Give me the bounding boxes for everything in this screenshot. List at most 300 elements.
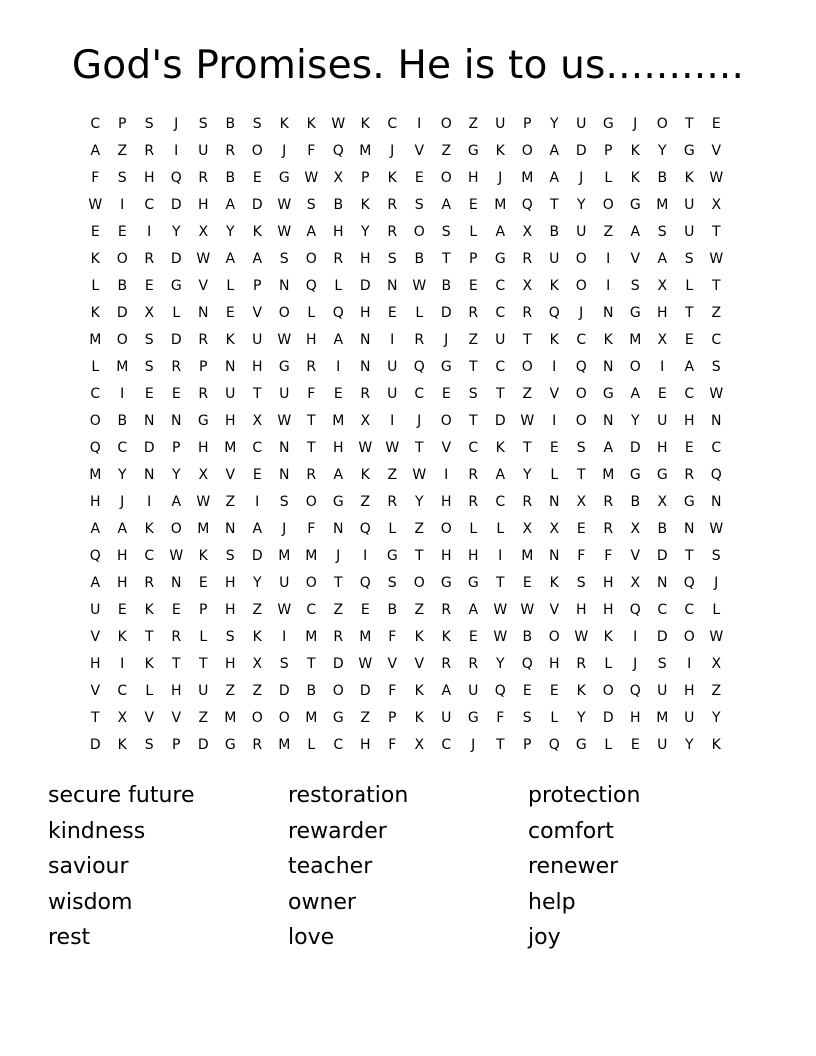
grid-letter: J — [282, 143, 287, 159]
grid-letter: E — [198, 575, 209, 591]
grid-letter: K — [711, 737, 722, 753]
grid-letter: W — [331, 116, 346, 132]
grid-letter: G — [575, 737, 588, 753]
grid-letter: X — [117, 710, 128, 726]
grid-letter: D — [89, 737, 102, 753]
grid-letter: C — [144, 548, 155, 564]
grid-letter: S — [279, 494, 290, 510]
grid-letter: E — [576, 521, 587, 537]
grid-letter: K — [144, 602, 155, 618]
grid-letter: H — [683, 683, 696, 699]
grid-letter: X — [198, 224, 209, 240]
grid-letter: M — [656, 197, 669, 213]
grid-letter: Z — [333, 602, 344, 618]
grid-letter: R — [387, 494, 398, 510]
grid-letter: R — [414, 332, 425, 348]
grid-letter: C — [684, 386, 695, 402]
grid-letter: M — [521, 548, 534, 564]
grid-letter: E — [333, 386, 344, 402]
grid-letter: I — [282, 629, 287, 645]
grid-letter: E — [468, 629, 479, 645]
grid-letter: I — [687, 656, 692, 672]
grid-letter: L — [469, 521, 478, 537]
grid-letter: P — [253, 278, 262, 294]
grid-letter: W — [493, 602, 508, 618]
grid-letter: B — [333, 197, 344, 213]
grid-letter: E — [468, 278, 479, 294]
grid-letter: V — [549, 386, 560, 402]
grid-letter: R — [198, 170, 209, 186]
grid-letter: A — [603, 440, 614, 456]
grid-letter: J — [120, 494, 125, 510]
grid-letter: Z — [414, 602, 425, 618]
grid-letter: M — [305, 710, 318, 726]
grid-letter: L — [496, 521, 505, 537]
grid-letter: E — [468, 197, 479, 213]
grid-letter: L — [415, 305, 424, 321]
grid-letter: Z — [360, 494, 371, 510]
word-list-item: renewer — [528, 854, 619, 879]
grid-letter: S — [387, 251, 398, 267]
grid-letter: V — [414, 656, 425, 672]
grid-letter: W — [709, 629, 724, 645]
grid-letter: K — [414, 629, 425, 645]
grid-letter: X — [657, 332, 668, 348]
grid-letter: D — [602, 710, 615, 726]
grid-letter: W — [358, 440, 373, 456]
grid-letter: J — [633, 116, 638, 132]
grid-letter: O — [440, 116, 453, 132]
grid-letter: R — [333, 251, 344, 267]
grid-letter: N — [549, 548, 560, 564]
grid-letter: P — [361, 170, 370, 186]
grid-letter: V — [711, 143, 722, 159]
grid-letter: W — [709, 170, 724, 186]
grid-letter: N — [171, 575, 182, 591]
grid-letter: S — [414, 197, 425, 213]
grid-letter: B — [306, 683, 317, 699]
grid-letter: Q — [521, 656, 534, 672]
grid-letter: X — [414, 737, 425, 753]
grid-letter: P — [523, 116, 532, 132]
grid-letter: H — [224, 602, 237, 618]
grid-letter: K — [684, 170, 695, 186]
grid-letter: O — [575, 386, 588, 402]
grid-letter: O — [602, 197, 615, 213]
grid-letter: C — [117, 440, 128, 456]
grid-letter: V — [90, 629, 101, 645]
grid-letter: D — [116, 305, 129, 321]
grid-letter: M — [89, 467, 102, 483]
grid-letter: W — [196, 494, 211, 510]
grid-letter: A — [252, 251, 263, 267]
grid-letter: W — [574, 629, 589, 645]
grid-letter: A — [630, 224, 641, 240]
grid-letter: G — [494, 251, 507, 267]
grid-letter: M — [305, 629, 318, 645]
grid-letter: W — [277, 413, 292, 429]
grid-letter: J — [471, 737, 476, 753]
grid-letter: G — [170, 278, 183, 294]
grid-letter: N — [198, 305, 209, 321]
grid-letter: S — [711, 548, 722, 564]
grid-letter: S — [279, 656, 290, 672]
grid-letter: S — [522, 710, 533, 726]
grid-letter: M — [359, 143, 372, 159]
grid-letter: W — [88, 197, 103, 213]
grid-letter: T — [468, 413, 479, 429]
grid-letter: X — [576, 494, 587, 510]
grid-letter: L — [307, 737, 316, 753]
grid-letter: C — [495, 359, 506, 375]
grid-letter: J — [390, 143, 395, 159]
grid-letter: W — [412, 278, 427, 294]
grid-letter: E — [657, 386, 668, 402]
grid-letter: M — [278, 548, 291, 564]
grid-letter: H — [89, 494, 102, 510]
grid-letter: L — [145, 683, 154, 699]
grid-letter: M — [494, 197, 507, 213]
page-title: God's Promises. He is to us........... — [71, 43, 745, 88]
grid-letter: U — [468, 683, 479, 699]
grid-letter: R — [522, 494, 533, 510]
grid-letter: X — [252, 413, 263, 429]
grid-letter: A — [684, 359, 695, 375]
grid-letter: O — [116, 251, 129, 267]
grid-letter: S — [117, 170, 128, 186]
grid-letter: S — [657, 656, 668, 672]
word-list-item: restoration — [288, 783, 409, 808]
grid-letter: Q — [521, 197, 534, 213]
grid-letter: B — [549, 224, 560, 240]
grid-letter: U — [657, 737, 668, 753]
grid-letter: R — [387, 197, 398, 213]
grid-letter: D — [251, 548, 264, 564]
grid-letter: V — [171, 710, 182, 726]
grid-letter: H — [656, 440, 669, 456]
grid-letter: C — [90, 116, 101, 132]
grid-letter: U — [225, 386, 236, 402]
grid-letter: X — [657, 494, 668, 510]
grid-letter: H — [170, 683, 183, 699]
grid-letter: I — [120, 656, 125, 672]
grid-letter: E — [225, 305, 236, 321]
grid-letter: I — [390, 413, 395, 429]
grid-letter: T — [90, 710, 101, 726]
grid-letter: Q — [89, 440, 102, 456]
grid-letter: O — [89, 413, 102, 429]
grid-letter: O — [548, 629, 561, 645]
grid-letter: Z — [414, 521, 425, 537]
grid-letter: N — [603, 305, 614, 321]
grid-letter: W — [358, 656, 373, 672]
grid-letter: G — [386, 548, 399, 564]
grid-letter: C — [414, 386, 425, 402]
grid-letter: A — [225, 251, 236, 267]
grid-letter: P — [172, 440, 181, 456]
grid-letter: G — [683, 143, 696, 159]
grid-letter: T — [549, 197, 560, 213]
grid-letter: K — [90, 251, 101, 267]
grid-letter: C — [117, 683, 128, 699]
grid-letter: F — [307, 143, 316, 159]
grid-letter: W — [277, 224, 292, 240]
grid-letter: L — [388, 521, 397, 537]
grid-letter: N — [387, 278, 398, 294]
grid-letter: V — [225, 467, 236, 483]
grid-letter: W — [709, 521, 724, 537]
grid-letter: H — [359, 305, 372, 321]
grid-letter: W — [304, 170, 319, 186]
grid-letter: H — [116, 548, 129, 564]
grid-letter: G — [629, 197, 642, 213]
grid-letter: H — [602, 575, 615, 591]
grid-letter: Q — [170, 170, 183, 186]
grid-letter: W — [412, 467, 427, 483]
grid-letter: W — [385, 440, 400, 456]
grid-letter: Y — [684, 737, 695, 753]
grid-letter: A — [252, 521, 263, 537]
grid-letter: C — [468, 440, 479, 456]
grid-letter: D — [251, 197, 264, 213]
grid-letter: O — [332, 683, 345, 699]
grid-letter: L — [172, 305, 181, 321]
grid-letter: Z — [198, 710, 209, 726]
grid-letter: S — [684, 251, 695, 267]
grid-letter: D — [170, 332, 183, 348]
grid-letter: B — [441, 278, 452, 294]
grid-letter: W — [196, 251, 211, 267]
grid-letter: N — [684, 521, 695, 537]
grid-letter: M — [521, 170, 534, 186]
grid-letter: V — [198, 278, 209, 294]
grid-letter: H — [602, 602, 615, 618]
grid-letter: T — [684, 548, 695, 564]
grid-letter: Y — [549, 116, 560, 132]
grid-letter: Q — [413, 359, 426, 375]
grid-letter: K — [630, 170, 641, 186]
grid-letter: A — [657, 251, 668, 267]
grid-letter: R — [468, 305, 479, 321]
grid-letter: C — [711, 332, 722, 348]
grid-letter: O — [305, 575, 318, 591]
grid-letter: R — [306, 359, 317, 375]
grid-letter: H — [656, 305, 669, 321]
grid-letter: K — [549, 278, 560, 294]
grid-letter: H — [89, 656, 102, 672]
grid-letter: O — [656, 116, 669, 132]
grid-letter: N — [711, 494, 722, 510]
grid-letter: O — [305, 251, 318, 267]
grid-letter: K — [198, 548, 209, 564]
grid-letter: K — [603, 629, 614, 645]
grid-letter: A — [468, 602, 479, 618]
grid-letter: V — [387, 656, 398, 672]
grid-letter: L — [334, 278, 343, 294]
grid-letter: M — [629, 332, 642, 348]
grid-letter: T — [252, 386, 263, 402]
grid-letter: A — [441, 683, 452, 699]
grid-letter: G — [224, 737, 237, 753]
grid-letter: R — [441, 602, 452, 618]
grid-letter: F — [307, 386, 316, 402]
grid-letter: I — [633, 629, 638, 645]
grid-letter: O — [575, 413, 588, 429]
grid-letter: Q — [548, 305, 561, 321]
grid-letter: S — [252, 116, 263, 132]
grid-letter: T — [711, 278, 722, 294]
grid-letter: G — [683, 494, 696, 510]
grid-letter: U — [252, 332, 263, 348]
grid-letter: W — [520, 413, 535, 429]
grid-letter: C — [441, 737, 452, 753]
grid-letter: D — [170, 197, 183, 213]
grid-letter: M — [224, 710, 237, 726]
grid-letter: Q — [683, 575, 696, 591]
grid-letter: Q — [359, 521, 372, 537]
grid-letter: W — [277, 332, 292, 348]
grid-letter: I — [174, 143, 179, 159]
grid-letter: L — [91, 278, 100, 294]
grid-letter: Z — [387, 467, 398, 483]
grid-letter: W — [493, 629, 508, 645]
word-list-item: saviour — [48, 854, 129, 879]
grid-letter: U — [684, 224, 695, 240]
grid-letter: R — [522, 305, 533, 321]
grid-letter: Y — [711, 710, 722, 726]
grid-letter: R — [198, 332, 209, 348]
grid-letter: X — [711, 656, 722, 672]
grid-letter: I — [660, 359, 665, 375]
grid-letter: U — [441, 710, 452, 726]
grid-letter: I — [390, 332, 395, 348]
grid-letter: A — [117, 521, 128, 537]
grid-letter: Z — [252, 683, 263, 699]
grid-letter: A — [549, 170, 560, 186]
grid-letter: Q — [629, 683, 642, 699]
grid-letter: V — [630, 251, 641, 267]
grid-letter: R — [225, 143, 236, 159]
grid-letter: E — [252, 170, 263, 186]
grid-letter: Y — [171, 467, 182, 483]
grid-letter: R — [603, 521, 614, 537]
word-list-item: secure future — [48, 783, 195, 808]
grid-letter: H — [143, 170, 156, 186]
grid-letter: R — [468, 467, 479, 483]
grid-letter: I — [363, 548, 368, 564]
grid-letter: I — [120, 386, 125, 402]
word-list-item: wisdom — [48, 889, 133, 915]
grid-letter: C — [495, 305, 506, 321]
grid-letter: B — [630, 494, 641, 510]
grid-letter: X — [657, 278, 668, 294]
grid-letter: N — [279, 467, 290, 483]
word-list-item: owner — [288, 889, 356, 915]
grid-letter: F — [91, 170, 100, 186]
grid-letter: R — [144, 251, 155, 267]
grid-letter: A — [630, 386, 641, 402]
grid-letter: L — [226, 278, 235, 294]
grid-letter: O — [305, 494, 318, 510]
grid-letter: T — [711, 224, 722, 240]
grid-letter: I — [255, 494, 260, 510]
grid-letter: L — [550, 710, 559, 726]
grid-letter: S — [144, 737, 155, 753]
grid-letter: Z — [468, 332, 479, 348]
grid-letter: O — [440, 413, 453, 429]
grid-letter: W — [520, 602, 535, 618]
grid-letter: S — [279, 251, 290, 267]
grid-letter: U — [684, 710, 695, 726]
grid-letter: W — [709, 386, 724, 402]
grid-letter: E — [522, 683, 533, 699]
grid-letter: I — [498, 548, 503, 564]
grid-letter: M — [305, 548, 318, 564]
grid-letter: Z — [225, 683, 236, 699]
grid-letter: N — [333, 521, 344, 537]
word-list-item: joy — [528, 925, 561, 950]
grid-letter: G — [467, 575, 480, 591]
grid-letter: N — [144, 413, 155, 429]
grid-letter: K — [495, 143, 506, 159]
grid-letter: C — [576, 332, 587, 348]
grid-letter: U — [495, 332, 506, 348]
grid-letter: I — [552, 413, 557, 429]
grid-letter: J — [444, 332, 449, 348]
grid-letter: J — [174, 116, 179, 132]
grid-letter: A — [333, 467, 344, 483]
grid-letter: K — [549, 575, 560, 591]
grid-letter: D — [359, 278, 372, 294]
grid-letter: C — [90, 386, 101, 402]
grid-letter: O — [440, 170, 453, 186]
grid-letter: N — [360, 359, 371, 375]
grid-letter: L — [91, 359, 100, 375]
grid-letter: H — [359, 251, 372, 267]
grid-letter: R — [387, 224, 398, 240]
grid-letter: L — [604, 170, 613, 186]
grid-letter: C — [684, 602, 695, 618]
grid-letter: K — [144, 656, 155, 672]
grid-letter: Z — [603, 224, 614, 240]
grid-letter: D — [440, 305, 453, 321]
grid-letter: P — [199, 359, 208, 375]
grid-letter: W — [169, 548, 184, 564]
grid-letter: S — [441, 224, 452, 240]
grid-letter: F — [388, 683, 397, 699]
grid-letter: O — [251, 710, 264, 726]
grid-letter: E — [144, 386, 155, 402]
grid-letter: Y — [630, 413, 641, 429]
grid-letter: K — [360, 116, 371, 132]
grid-letter: T — [468, 359, 479, 375]
grid-letter: M — [656, 710, 669, 726]
grid-letter: S — [711, 359, 722, 375]
grid-letter: U — [387, 359, 398, 375]
grid-letter: R — [576, 656, 587, 672]
grid-letter: R — [171, 359, 182, 375]
grid-letter: S — [198, 116, 209, 132]
grid-letter: L — [604, 656, 613, 672]
grid-letter: I — [444, 467, 449, 483]
grid-letter: R — [333, 629, 344, 645]
grid-letter: Q — [494, 683, 507, 699]
grid-letter: Y — [225, 224, 236, 240]
grid-letter: H — [332, 224, 345, 240]
grid-letter: R — [603, 494, 614, 510]
grid-letter: G — [440, 575, 453, 591]
grid-letter: K — [414, 710, 425, 726]
